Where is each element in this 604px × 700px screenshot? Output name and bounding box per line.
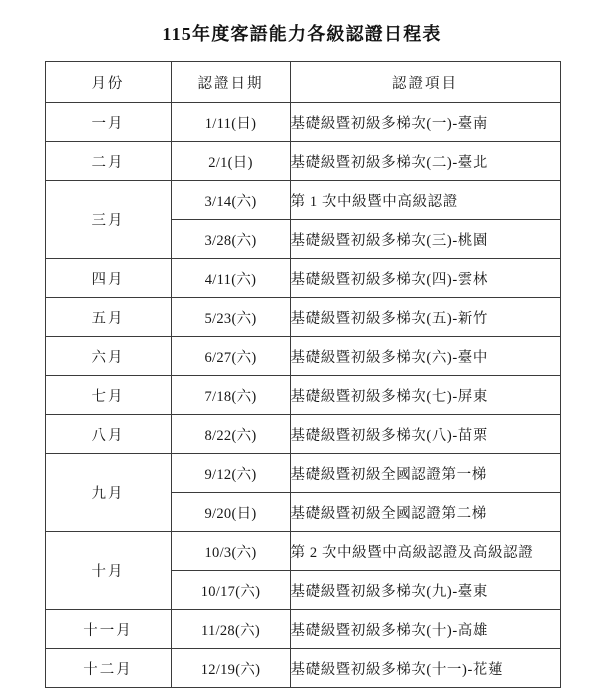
certification-schedule-table [45, 61, 561, 688]
cell-item: 第 2 次中級暨中高級認證及高級認證 [290, 532, 560, 571]
table-row [45, 142, 560, 181]
cell-month: 二月 [45, 142, 171, 181]
cell-date: 2/1(日) [171, 142, 290, 181]
table-header [45, 62, 560, 103]
cell-item: 基礎級暨初級多梯次(十一)-花蓮 [290, 649, 560, 688]
table-row [45, 103, 560, 142]
cell-item: 基礎級暨初級多梯次(九)-臺東 [290, 571, 560, 610]
table-row [45, 415, 560, 454]
cell-item: 基礎級暨初級多梯次(八)-苗栗 [290, 415, 560, 454]
cell-month: 三月 [45, 181, 171, 259]
cell-item: 基礎級暨初級全國認證第一梯 [290, 454, 560, 493]
cell-month: 五月 [45, 298, 171, 337]
table-row [45, 298, 560, 337]
cell-item: 基礎級暨初級多梯次(五)-新竹 [290, 298, 560, 337]
cell-month: 七月 [45, 376, 171, 415]
cell-date: 5/23(六) [171, 298, 290, 337]
table-row [45, 259, 560, 298]
cell-date: 4/11(六) [171, 259, 290, 298]
cell-date: 3/14(六) [171, 181, 290, 220]
table-row [45, 532, 560, 571]
cell-date: 12/19(六) [171, 649, 290, 688]
cell-date: 6/27(六) [171, 337, 290, 376]
cell-date: 7/18(六) [171, 376, 290, 415]
cell-item: 基礎級暨初級多梯次(四)-雲林 [290, 259, 560, 298]
cell-item: 基礎級暨初級多梯次(六)-臺中 [290, 337, 560, 376]
cell-month: 六月 [45, 337, 171, 376]
cell-month: 四月 [45, 259, 171, 298]
cell-date: 11/28(六) [171, 610, 290, 649]
table-header-row [45, 62, 560, 103]
cell-month: 一月 [45, 103, 171, 142]
column-header-item: 認證項目 [290, 62, 560, 103]
cell-date: 1/11(日) [171, 103, 290, 142]
cell-item: 基礎級暨初級多梯次(二)-臺北 [290, 142, 560, 181]
table-row [45, 181, 560, 220]
table-row [45, 649, 560, 688]
column-header-date: 認證日期 [171, 62, 290, 103]
cell-date: 3/28(六) [171, 220, 290, 259]
cell-month: 十月 [45, 532, 171, 610]
cell-date: 8/22(六) [171, 415, 290, 454]
cell-month: 十二月 [45, 649, 171, 688]
cell-date: 10/17(六) [171, 571, 290, 610]
column-header-month: 月份 [45, 62, 171, 103]
table-body [45, 103, 560, 688]
cell-month: 九月 [45, 454, 171, 532]
schedule-table-container [45, 61, 560, 688]
page-title: 115年度客語能力各級認證日程表 [162, 24, 442, 44]
cell-date: 9/12(六) [171, 454, 290, 493]
cell-month: 十一月 [45, 610, 171, 649]
cell-date: 9/20(日) [171, 493, 290, 532]
cell-item: 基礎級暨初級多梯次(一)-臺南 [290, 103, 560, 142]
cell-item: 基礎級暨初級多梯次(七)-屏東 [290, 376, 560, 415]
table-row [45, 337, 560, 376]
cell-item: 基礎級暨初級全國認證第二梯 [290, 493, 560, 532]
table-row [45, 454, 560, 493]
cell-item: 基礎級暨初級多梯次(十)-高雄 [290, 610, 560, 649]
cell-date: 10/3(六) [171, 532, 290, 571]
table-row [45, 610, 560, 649]
cell-item: 第 1 次中級暨中高級認證 [290, 181, 560, 220]
cell-item: 基礎級暨初級多梯次(三)-桃園 [290, 220, 560, 259]
table-row [45, 376, 560, 415]
cell-month: 八月 [45, 415, 171, 454]
